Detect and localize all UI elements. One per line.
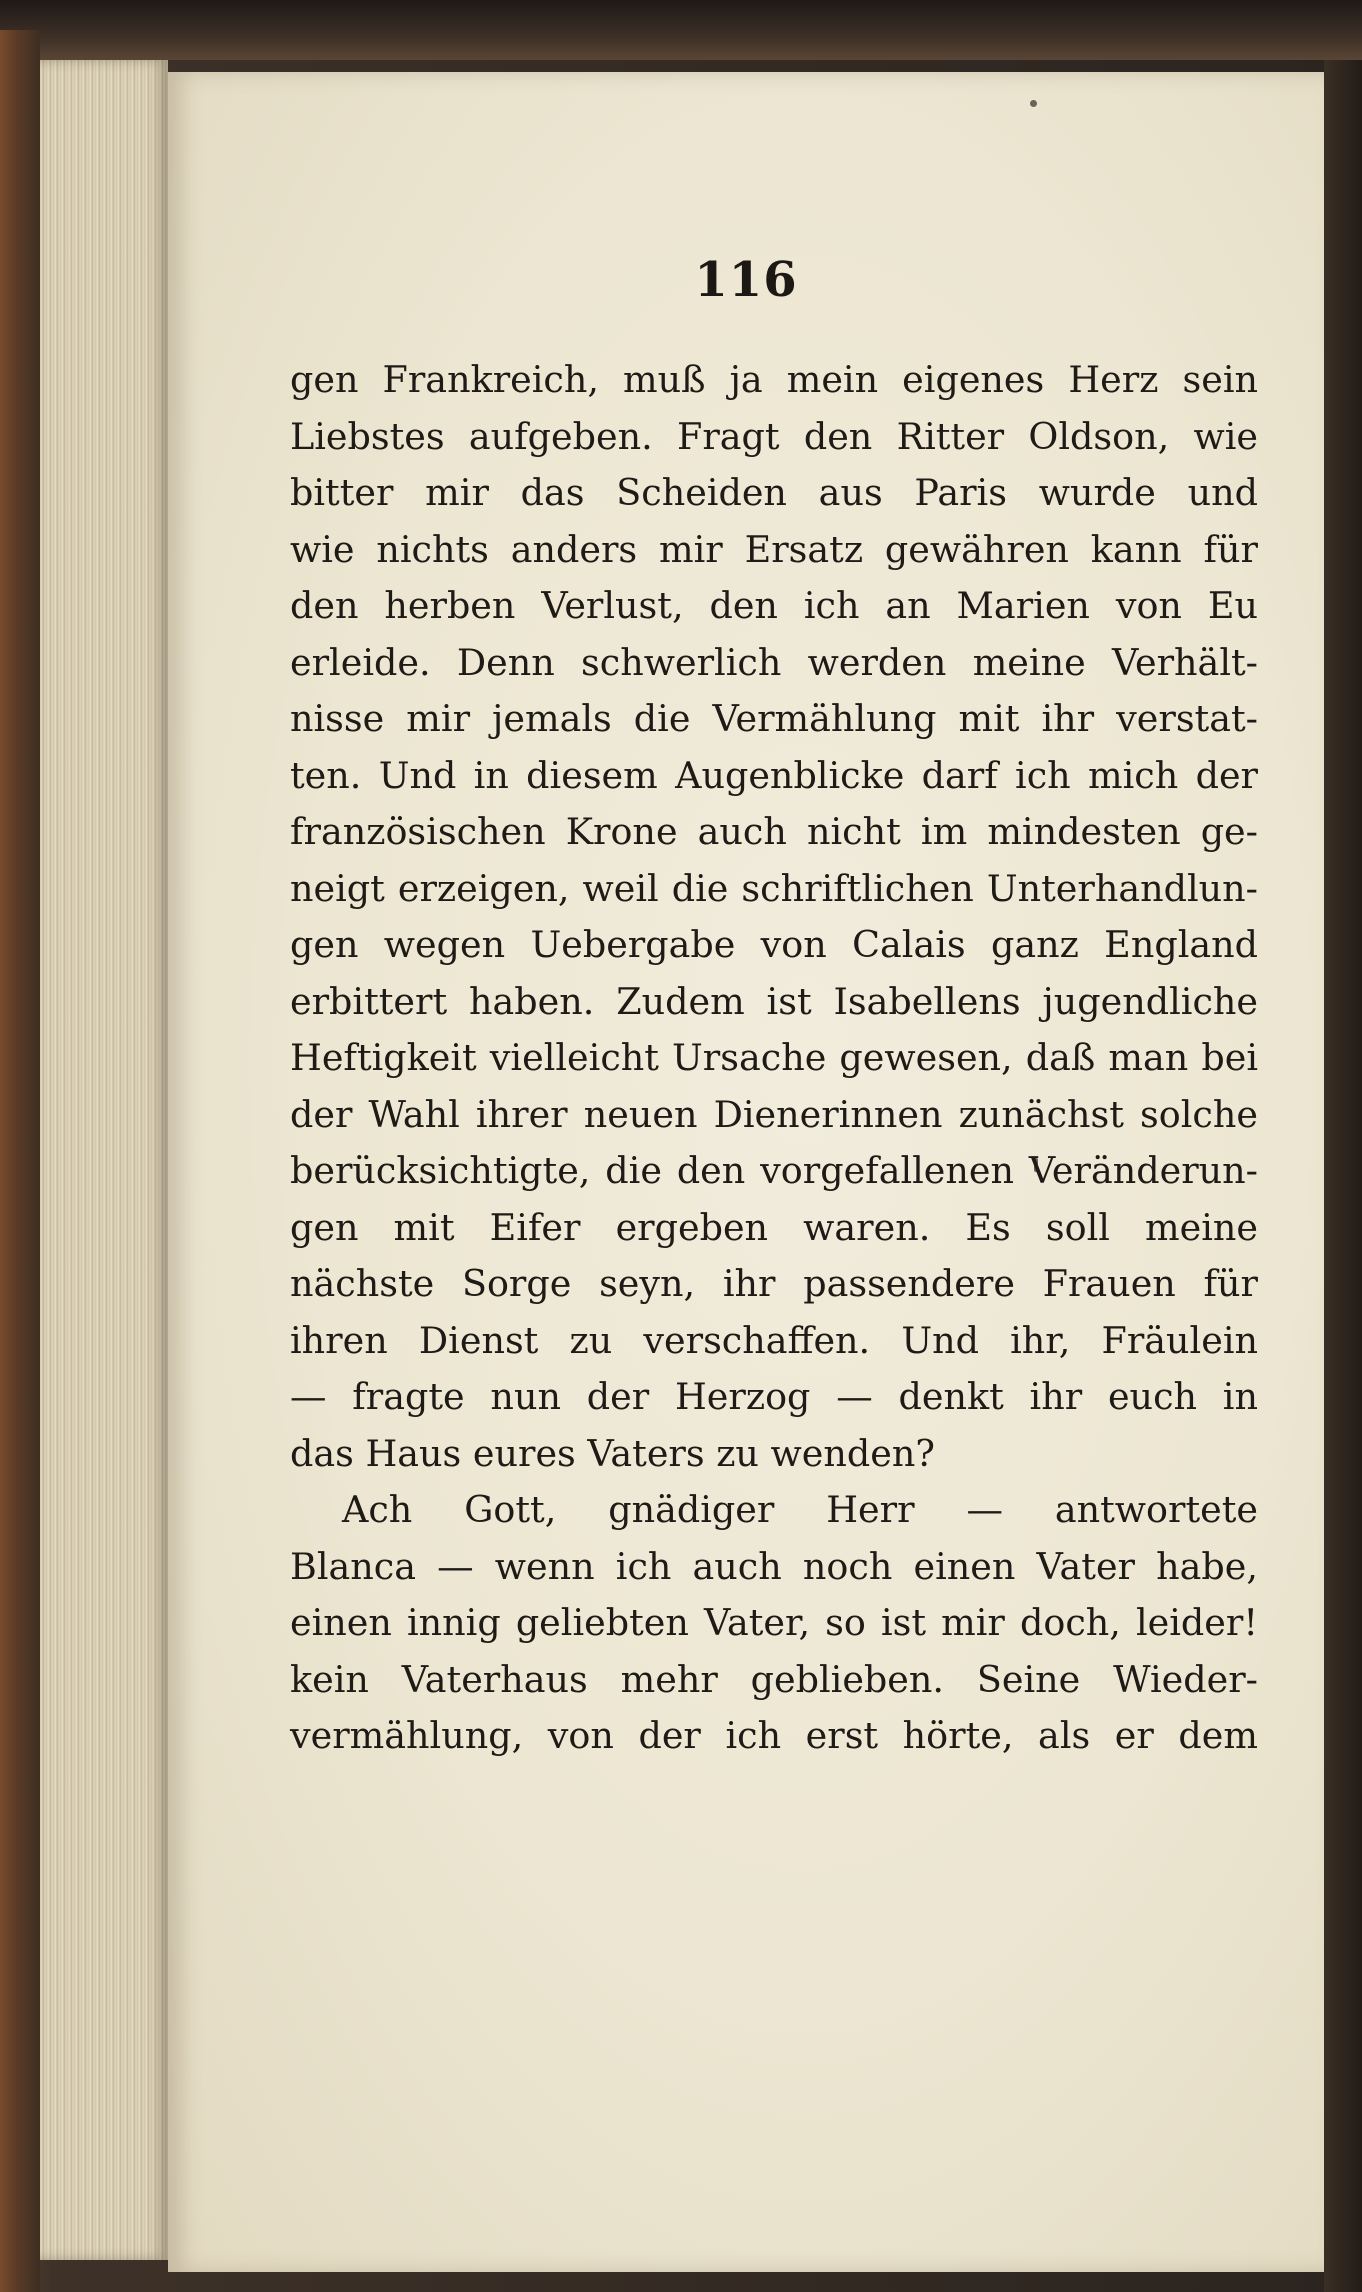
- text-line: Liebstes aufgeben. Fragt den Ritter Oldson, wie: [290, 414, 1258, 458]
- text-line: gen wegen Uebergabe von Calais ganz England: [290, 923, 1258, 966]
- text-line: gen Frankreich, muß ja mein eigenes Herz sein: [290, 358, 1258, 401]
- book-cover-left: [0, 30, 40, 2292]
- text-line: berücksichtigte, die den vorgefallenen Veränderun-: [290, 1149, 1258, 1192]
- text-line: kein Vaterhaus mehr geblieben. Seine Wieder-: [290, 1657, 1258, 1701]
- text-line: ten. Und in diesem Augenblicke darf ich mich der: [290, 753, 1258, 797]
- text-line: — fragte nun der Herzog — denkt ihr euch in: [290, 1375, 1258, 1418]
- text-line: wie nichts anders mir Ersatz gewähren kann für: [290, 527, 1258, 571]
- book-cover-right: [1324, 60, 1362, 2292]
- text-line: neigt erzeigen, weil die schriftlichen Unterhandlun-: [290, 866, 1258, 910]
- text-line: der Wahl ihrer neuen Dienerinnen zunächst solche: [290, 1092, 1258, 1136]
- text-line: nisse mir jemals die Vermählung mit ihr verstat-: [290, 697, 1258, 740]
- text-line: einen innig geliebten Vater, so ist mir doch, leider!: [290, 1601, 1258, 1644]
- text-line: das Haus eures Vaters zu wenden?: [290, 1431, 935, 1475]
- text-line: vermählung, von der ich erst hörte, als er dem: [290, 1714, 1258, 1757]
- text-line: Ach Gott, gnädiger Herr — antwortete: [342, 1488, 1258, 1531]
- text-line: Heftigkeit vielleicht Ursache gewesen, daß man bei: [290, 1036, 1258, 1079]
- page-edges: [40, 60, 168, 2260]
- text-line: Blanca — wenn ich auch noch einen Vater habe,: [290, 1544, 1258, 1588]
- page-number: 116: [694, 252, 798, 308]
- text-line: erleide. Denn schwerlich werden meine Verhält-: [290, 640, 1258, 684]
- text-line: ihren Dienst zu verschaffen. Und ihr, Fräulein: [290, 1318, 1258, 1362]
- text-line: gen mit Eifer ergeben waren. Es soll meine: [290, 1205, 1258, 1249]
- text-line: den herben Verlust, den ich an Marien von Eu: [290, 584, 1258, 627]
- text-line: bitter mir das Scheiden aus Paris wurde und: [290, 471, 1258, 514]
- book-cover-top: [0, 0, 1362, 60]
- text-line: französischen Krone auch nicht im mindesten ge-: [290, 810, 1258, 853]
- paper-speck: [1030, 100, 1037, 107]
- text-line: erbittert haben. Zudem ist Isabellens jugendliche: [290, 979, 1258, 1023]
- text-line: nächste Sorge seyn, ihr passendere Frauen für: [290, 1262, 1258, 1305]
- body-text: [290, 352, 1258, 1765]
